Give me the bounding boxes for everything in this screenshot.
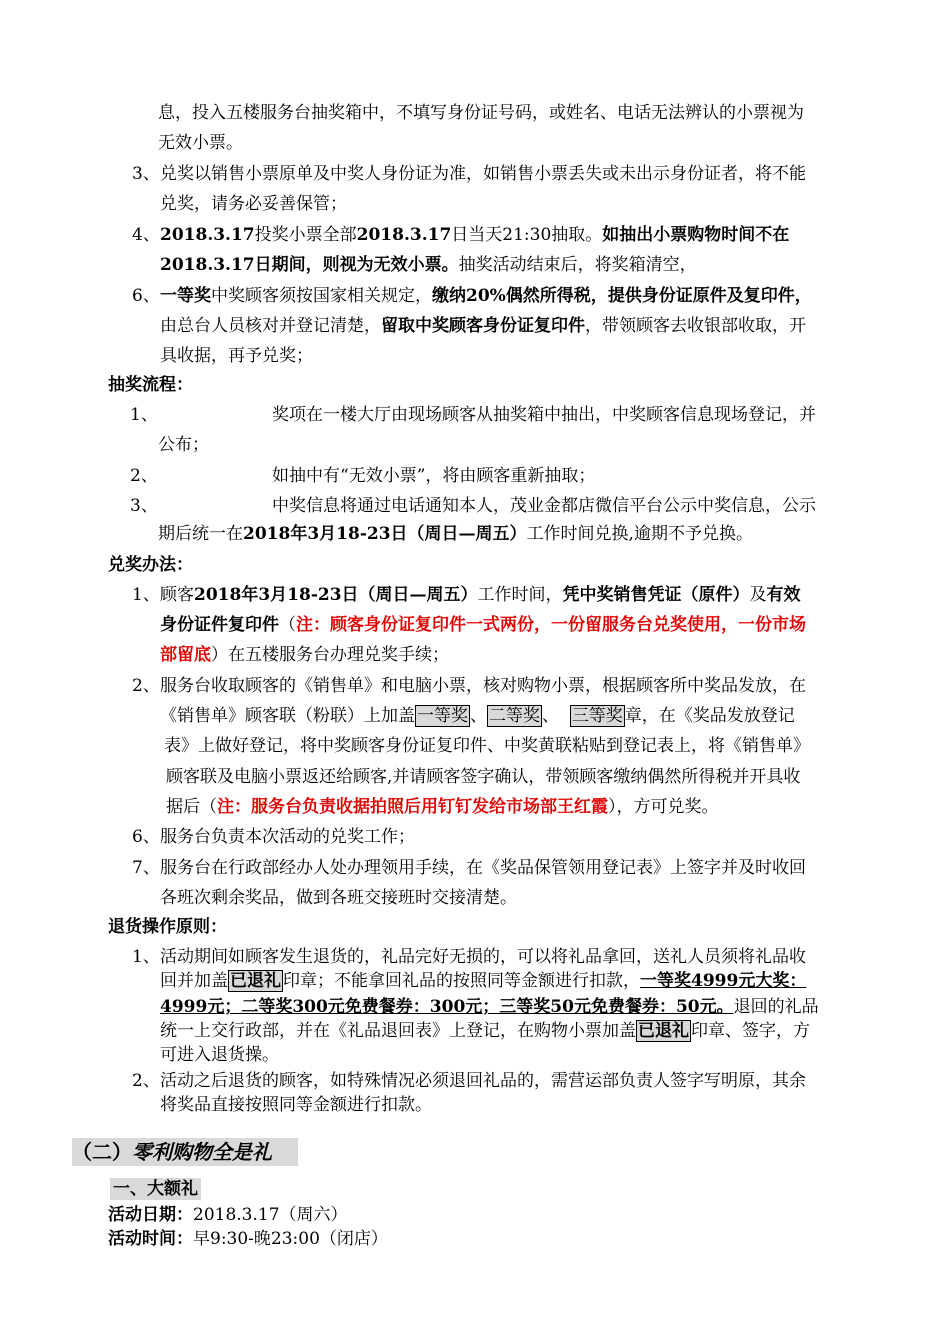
list-number: 2、 <box>130 466 158 486</box>
list-number: 3、 <box>130 496 158 516</box>
activity-date: 活动日期：2018.3.17（周六） <box>108 1205 348 1225</box>
stamp-first-prize: 一等奖 <box>417 706 468 726</box>
list-item-line: 各班次剩余奖品，做到各班交接班时交接清楚。 <box>160 888 517 908</box>
section-heading: 退货操作原则： <box>108 917 227 937</box>
activity-time: 活动时间：早9:30-晚23:00（闭店） <box>108 1229 388 1249</box>
subsection-heading: 一、大额礼 <box>110 1178 201 1200</box>
list-item-line: 兑奖以销售小票原单及中奖人身份证为准，如销售小票丢失或未出示身份证者，将不能 <box>160 164 806 184</box>
list-item-line: 2018.3.17日期间，则视为无效小票。抽奖活动结束后，将奖箱清空， <box>160 255 697 275</box>
list-item-line: 期后统一在2018年3月18-23日（周日—周五）工作时间兑换,逾期不予兑换。 <box>158 524 753 544</box>
list-item-line: 具收据，再予兑奖； <box>160 346 313 366</box>
list-item-line: 中奖信息将通过电话通知本人，茂业金都店微信平台公示中奖信息，公示 <box>272 496 816 516</box>
list-item-line: 活动之后退货的顾客，如特殊情况必须退回礼品的，需营运部负责人签字写明原，其余 <box>160 1071 806 1091</box>
list-item-line: 部留底）在五楼服务台办理兑奖手续； <box>160 645 449 665</box>
list-number: 2、 <box>132 676 160 696</box>
list-item-line: 身份证件复印件（注：顾客身份证复印件一式两份，一份留服务台兑奖使用，一份市场 <box>160 615 806 635</box>
list-number: 4、 <box>132 225 160 245</box>
list-item-line: 服务台负责本次活动的兑奖工作； <box>160 827 415 847</box>
paragraph-line: 息，投入五楼服务台抽奖箱中，不填写身份证号码，或姓名、电话无法辨认的小票视为 <box>158 103 804 123</box>
list-item-line: 一等奖中奖顾客须按国家相关规定，缴纳20%偶然所得税，提供身份证原件及复印件， <box>160 286 812 306</box>
list-number: 1、 <box>130 405 158 425</box>
list-item-line: 2018.3.17投奖小票全部2018.3.17日当天21:30抽取。如抽出小票购物时间不在 <box>160 225 790 245</box>
list-item-line: 由总台人员核对并登记清楚，留取中奖顾客身份证复印件，带领顾客去收银部收取，开 <box>160 316 806 336</box>
list-number: 6、 <box>132 286 160 306</box>
list-item-line: 4999元；二等奖300元免费餐券：300元；三等奖50元免费餐券：50元。退回的礼品 <box>160 997 819 1017</box>
list-item-line: 公布； <box>158 435 209 455</box>
list-item-line: 如抽中有“无效小票”，将由顾客重新抽取； <box>272 466 596 486</box>
paragraph-line: 无效小票。 <box>158 133 243 153</box>
list-number: 1、 <box>132 947 160 967</box>
list-item-line: 顾客2018年3月18-23日（周日—周五）工作时间，凭中奖销售凭证（原件）及有效 <box>160 585 801 605</box>
stamp-returned-gift: 已退礼 <box>638 1021 689 1041</box>
stamp-returned-gift: 已退礼 <box>230 971 281 991</box>
list-item-line: 顾客联及电脑小票返还给顾客,并请顾客签字确认，带领顾客缴纳偶然所得税并开具收 <box>166 767 801 787</box>
stamp-third-prize: 三等奖 <box>571 706 623 726</box>
list-item-line: 将奖品直接按照同等金额进行扣款。 <box>160 1095 432 1115</box>
list-item-line: 兑奖，请务必妥善保管； <box>160 194 347 214</box>
list-item-line: 服务台收取顾客的《销售单》和电脑小票，核对购物小票，根据顾客所中奖品发放，在 <box>160 676 806 696</box>
list-item-line: 回并加盖 已退礼 印章；不能拿回礼品的按照同等金额进行扣款，一等奖4999元大奖： <box>160 971 807 991</box>
list-number: 2、 <box>132 1071 160 1091</box>
section-heading: 抽奖流程： <box>108 375 193 395</box>
list-item-line: 可进入退货操。 <box>160 1045 279 1065</box>
list-item-line: 服务台在行政部经办人处办理领用手续，在《奖品保管领用登记表》上签字并及时收回 <box>160 858 806 878</box>
list-number: 7、 <box>132 858 160 878</box>
section-title: （二）零利购物全是礼 <box>72 1138 298 1166</box>
list-number: 3、 <box>132 164 160 184</box>
list-item-line: 《销售单》顾客联（粉联）上加盖 一等奖 、 二等奖 、 三等奖 章，在《奖品发放登记 <box>160 706 795 726</box>
section-heading: 兑奖办法： <box>108 555 193 575</box>
list-item-line: 奖项在一楼大厅由现场顾客从抽奖箱中抽出，中奖顾客信息现场登记，并 <box>272 405 816 425</box>
list-number: 6、 <box>132 827 160 847</box>
list-number: 1、 <box>132 585 160 605</box>
list-item-line: 据后（注：服务台负责收据拍照后用钉钉发给市场部王红霞），方可兑奖。 <box>166 797 719 817</box>
list-item-line: 活动期间如顾客发生退货的，礼品完好无损的，可以将礼品拿回，送礼人员须将礼品收 <box>160 947 806 967</box>
list-item-line: 统一上交行政部，并在《礼品退回表》上登记，在购物小票加盖 已退礼 印章、签字，方 <box>160 1021 810 1041</box>
stamp-second-prize: 二等奖 <box>489 706 540 726</box>
list-item-line: 表》上做好登记，将中奖顾客身份证复印件、中奖黄联粘贴到登记表上，将《销售单》 <box>164 736 810 756</box>
